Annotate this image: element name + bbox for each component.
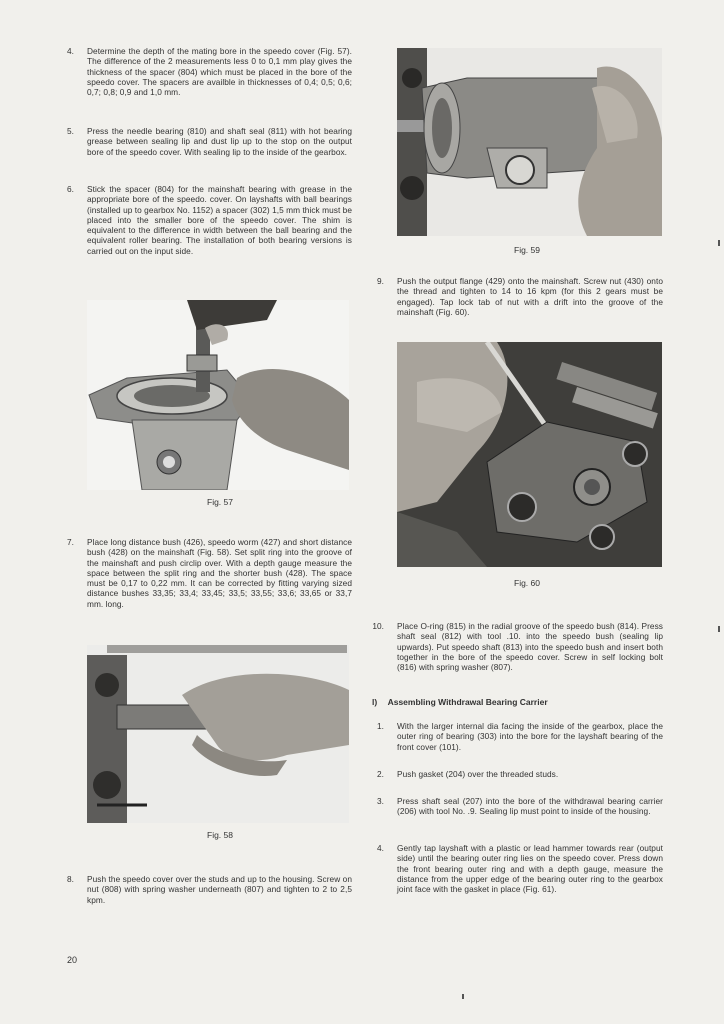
section-step-3: 3. Press shaft seal (207) into the bore of the withdrawal bearing carrier (206) with tool No. .9. Sealing lip must point to inside of the housing. [376,796,663,817]
step-7: 7. Place long distance bush (426), speedo worm (427) and short distance bush (428) on the mainshaft (Fig. 58). Set split ring into the groove of the mainshaft and push circlip over. With a depth gauge measure the space between the split ring and the shorter bush (428). The space must be 0,17 to 0,22 mm. It can be corrected by fitting varying sized distance bushes 33,35; 33,4; 33,45; 33,5; 33,55; 33,6; 33,65 or 33,7 mm. long. [66,537,352,609]
figure-58-caption: Fig. 58 [207,830,233,840]
step-8: 8. Push the speedo cover over the studs and up to the housing. Screw on nut (808) with spring washer underneath (807) and tighten to 2 to 2,5 kpm. [66,874,352,905]
section-heading [372,697,548,707]
step-6: 6. Stick the spacer (804) for the mainshaft bearing with grease in the appropriate bore of the speedo. cover. On layshafts with ball bearings (installed up to gearbox No. 1152) a spacer (302) 1,5 mm thick must be placed into the smaller bore of the speedo cover. The shim is equivalent to the difference in width between the ball bearing and the equivalent roller bearing. The installation of both bearing versions is carried out on the input side. [66,184,352,256]
figure-58-photo [87,645,349,823]
figure-60-caption: Fig. 60 [514,578,540,588]
section-step-2: 2. Push gasket (204) over the threaded studs. [376,769,559,779]
figure-57-photo [87,300,349,490]
step-4: 4. Determine the depth of the mating bore in the speedo cover (Fig. 57). The difference of the 2 measurements less 0 to 0,1 mm play gives the thickness of the spacer (804) which must be placed in the bore of the speedo cover. The spacers are availble in thicknesses of 0,4; 0,5; 0,6; 0,7; 0,8; 0,9 and 1,0 mm. [66,46,352,98]
figure-57-caption: Fig. 57 [207,497,233,507]
edge-mark [462,994,464,999]
page-number: 20 [67,955,78,965]
step-9: 9. Push the output flange (429) onto the mainshaft. Screw nut (430) onto the thread and tighten to 14 to 16 kpm (for this 2 gears must be engaged). Tap lock tab of nut with a drift into the groove of the mainshaft (Fig. 60). [376,276,663,317]
section-step-4: 4. Gently tap layshaft with a plastic or lead hammer towards rear (output side) until the bearing outer ring lies on the speedo cover. Press down the front bearing outer ring and with a depth gauge, measure the distance from the upper edge of the bearing outer ring to the gearbox joint face with the gasket in place (Fig. 61). [376,843,663,895]
edge-mark [718,626,720,632]
step-5: 5. Press the needle bearing (810) and shaft seal (811) with hot bearing grease between sealing lip and dust lip up to the stop on the output bore of the speedo cover. With sealing lip to the inside of the gearbox. [66,126,352,157]
section-letter: l) [372,697,378,707]
section-title: Assembling Withdrawal Bearing Carrier [387,697,548,707]
figure-59-photo [397,48,662,236]
figure-59-caption: Fig. 59 [514,245,540,255]
edge-mark [718,240,720,246]
section-step-1: 1. With the larger internal dia facing the inside of the gearbox, place the outer ring of bearing (303) into the bore for the layshaft bearing of the front cover (101). [376,721,663,752]
figure-60-photo [397,342,662,567]
step-10: 10. Place O-ring (815) in the radial groove of the speedo bush (814). Press shaft seal (812) with tool .10. into the speedo bush (sealing lip upwards). Put speedo shaft (813) into the speedo bush and insert both together in the bore of the speedo cover. Screw in self locking bolt (816) with spring washer (807). [372,621,663,673]
